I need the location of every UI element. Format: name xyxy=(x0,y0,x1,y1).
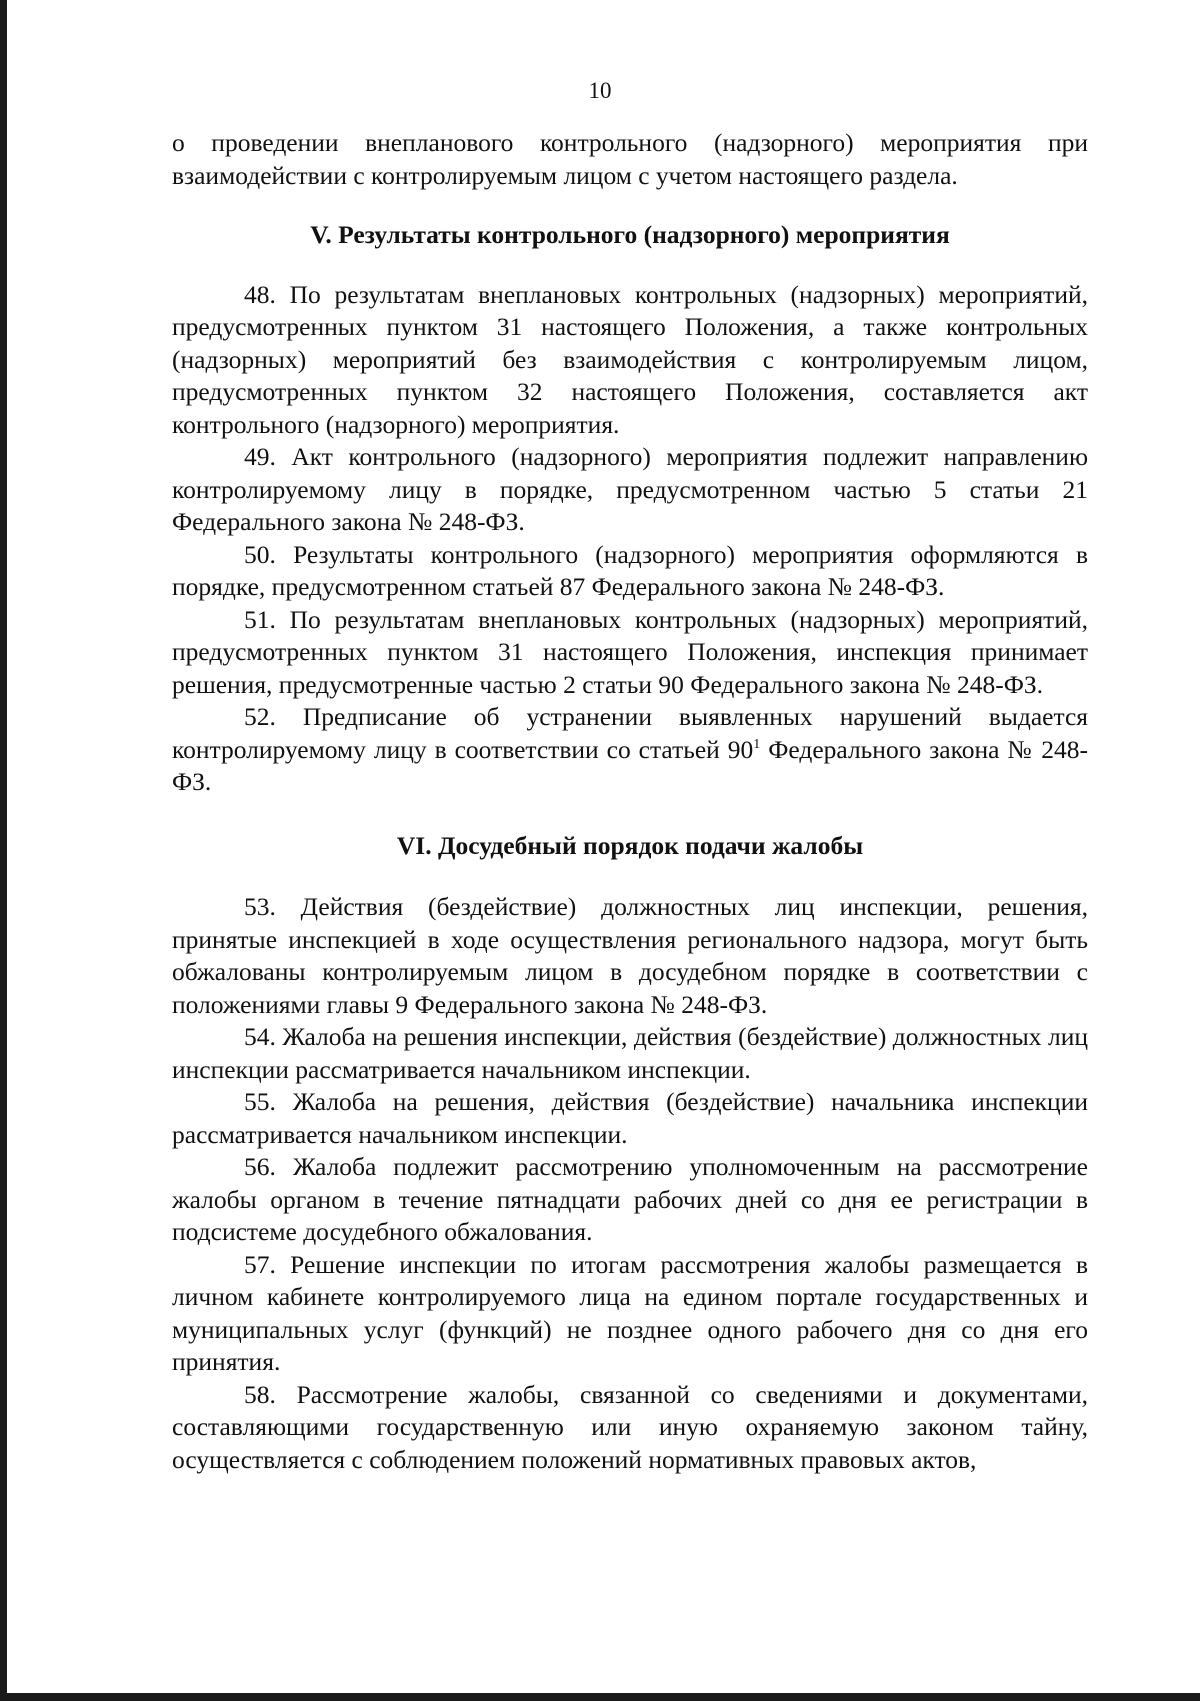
scan-border-bottom xyxy=(0,1693,1200,1701)
clause-52-superscript: 1 xyxy=(753,736,761,752)
clause-50: 50. Результаты контрольного (надзорного) мероприятия оформляются в порядке, предусмотренном статьей 87 Федерального закона № 248-ФЗ. xyxy=(172,539,1088,601)
clause-55: 55. Жалоба на решения, действия (бездействие) начальника инспекции рассматривается начальником инспекции. xyxy=(172,1087,1088,1149)
clause-48: 48. По результатам внеплановых контрольных (надзорных) мероприятий, предусмотренных пунктом 31 настоящего Положения, а также контрольных (надзорных) мероприятий без взаимодействия с контролируемым лицом, предусмотренных пунктом 32 настоящего Положения, составляется акт контрольного (надзорного) мероприятия. xyxy=(172,279,1088,439)
clause-57: 57. Решение инспекции по итогам рассмотрения жалобы размещается в личном кабинете контролируемого лица на едином портале государственных и муниципальных услуг (функций) не позднее одного рабочего дня со дня его принятия. xyxy=(172,1249,1088,1376)
clause-52 xyxy=(172,701,1088,799)
clause-56: 56. Жалоба подлежит рассмотрению уполномоченным на рассмотрение жалобы органом в течение пятнадцати рабочих дней со дня ее регистрации в подсистеме досудебного обжалования. xyxy=(172,1152,1088,1246)
clause-54: 54. Жалоба на решения инспекции, действия (бездействие) должностных лиц инспекции рассматривается начальником инспекции. xyxy=(172,1022,1088,1084)
clause-53: 53. Действия (бездействие) должностных лиц инспекции, решения, принятые инспекцией в ходе осуществления регионального надзора, могут быть обжалованы контролируемым лицом в досудебном порядке в соответствии с положениями главы 9 Федерального закона № 248-ФЗ. xyxy=(172,892,1088,1019)
clause-49: 49. Акт контрольного (надзорного) мероприятия подлежит направлению контролируемому лицу в порядке, предусмотренном частью 5 статьи 21 Федерального закона № 248-ФЗ. xyxy=(172,442,1088,536)
clause-52-text: 52. Предписание об устранении выявленных нарушений выдается контролируемому лицу в соответствии со статьей 90 xyxy=(172,702,1088,764)
page-number: 10 xyxy=(588,78,612,103)
continuation-paragraph: о проведении внепланового контрольного (надзорного) мероприятия при взаимодействии с контролируемым лицом с учетом настоящего раздела. xyxy=(172,128,1088,190)
clause-58: 58. Рассмотрение жалобы, связанной со сведениями и документами, составляющими государственную или иную охраняемую законом тайну, осуществляется с соблюдением положений нормативных правовых актов, xyxy=(172,1379,1088,1474)
document-body xyxy=(172,127,1088,1476)
clause-51: 51. По результатам внеплановых контрольных (надзорных) мероприятий, предусмотренных пунктом 31 настоящего Положения, инспекция принимает решения, предусмотренные частью 2 статьи 90 Федерального закона № 248-ФЗ. xyxy=(172,604,1088,699)
clause-52-text-end: Федерального закона № 248-ФЗ. xyxy=(172,734,1088,796)
section-v-heading: V. Результаты контрольного (надзорного) мероприятия xyxy=(310,220,950,249)
section-vi-heading: VI. Досудебный порядок подачи жалобы xyxy=(396,830,864,860)
scan-border-left xyxy=(0,0,7,1701)
